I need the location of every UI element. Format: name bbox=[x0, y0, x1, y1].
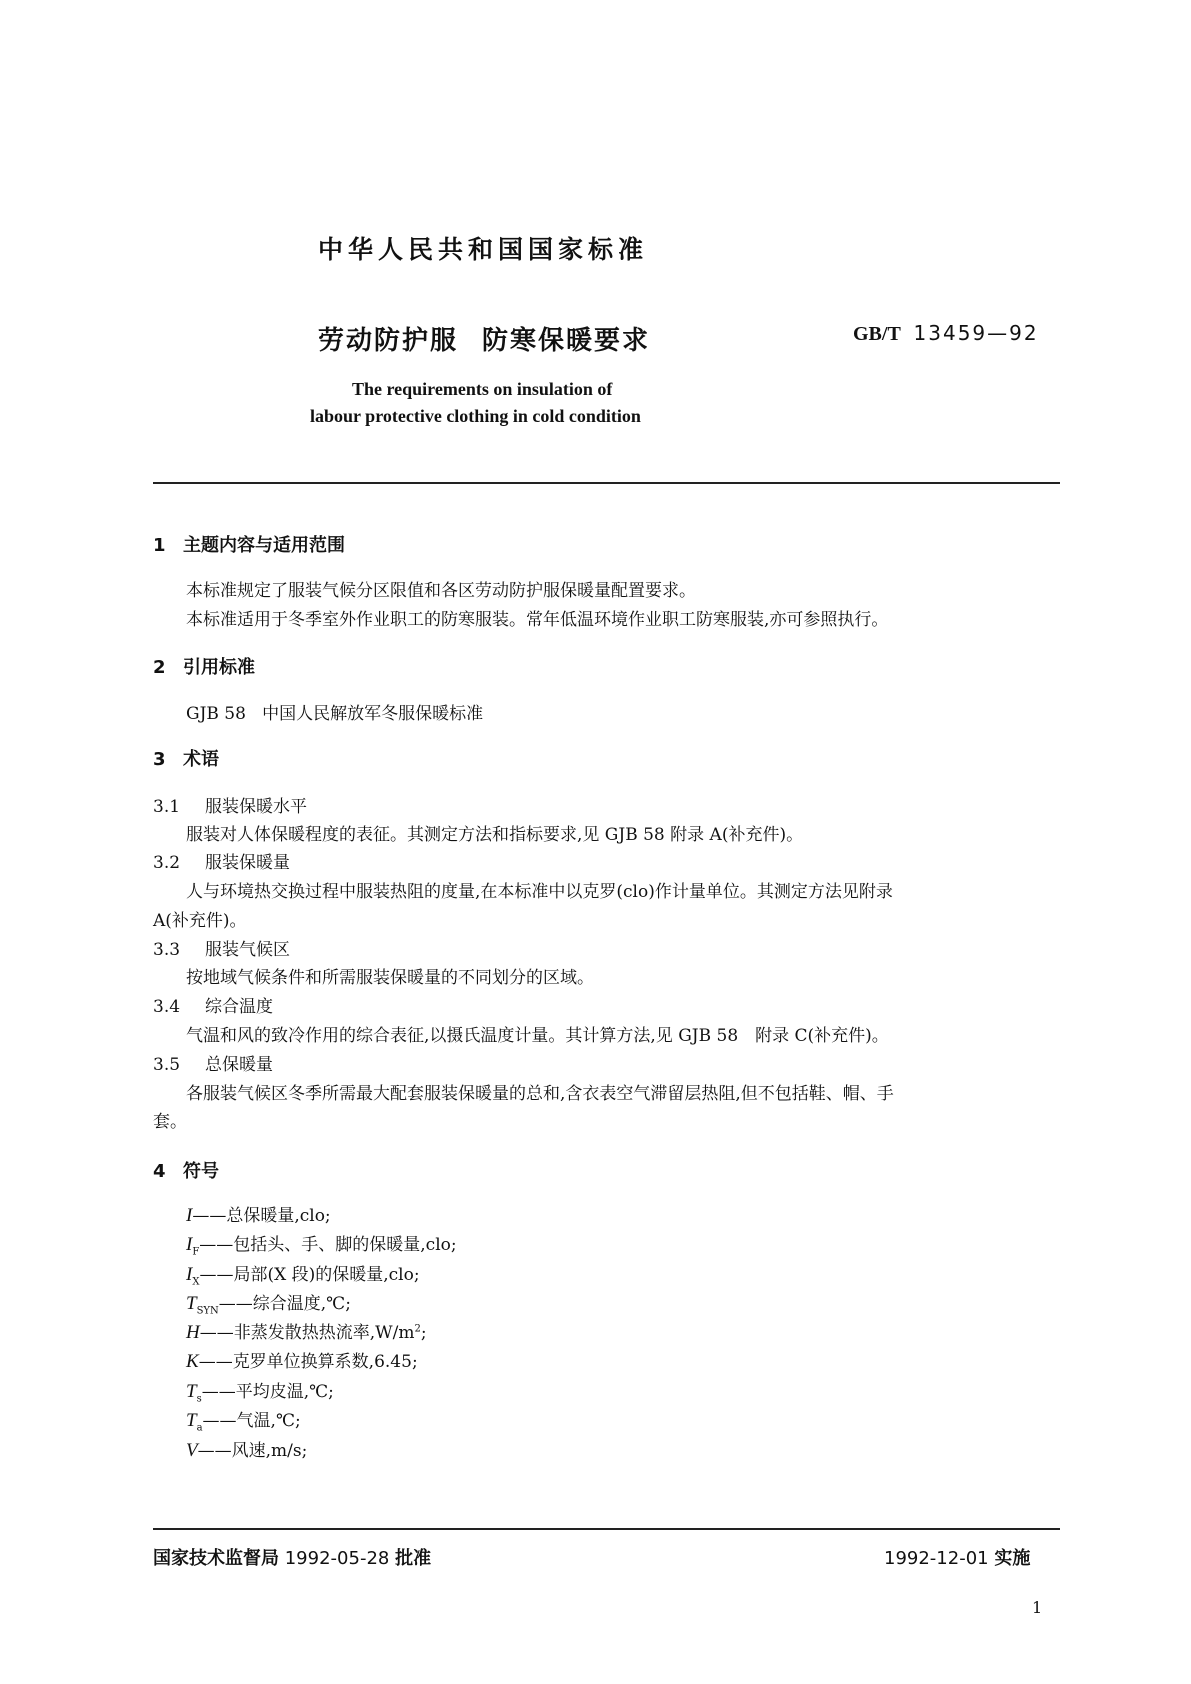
approve-label: 批准 bbox=[395, 1548, 432, 1569]
footer-divider bbox=[153, 1528, 1060, 1530]
symbol-Ta: $T_a——$气温,℃; bbox=[186, 1410, 301, 1434]
term-3-2-definition: 人与环境热交换过程中服装热阻的度量,在本标准中以克罗(clo)作计量单位。其测定方法见附录 bbox=[186, 882, 893, 902]
section-1-para-1: 本标准规定了服装气候分区限值和各区劳动防护服保暖量配置要求。 bbox=[186, 581, 696, 601]
term-3-1-definition: 服装对人体保暖程度的表征。其测定方法和指标要求,见 GJB 58 附录 A(补充件)。 bbox=[186, 825, 804, 845]
issuer: 国家技术监督局 bbox=[153, 1548, 279, 1569]
standard-code-prefix: GB/T bbox=[853, 323, 901, 345]
symbol-IX: $I_X——$局部(X 段)的保暖量,clo; bbox=[186, 1264, 420, 1288]
term-3-5-definition: 各服装气候区冬季所需最大配套服装保暖量的总和,含衣表空气滞留层热阻,但不包括鞋、帽、手 bbox=[186, 1084, 894, 1104]
page-number: 1 bbox=[1032, 1598, 1043, 1617]
standard-code bbox=[853, 321, 1039, 346]
section-1-heading: 1 主题内容与适用范围 bbox=[153, 535, 345, 556]
approval-info bbox=[153, 1544, 431, 1570]
term-3-2: 3.2 服装保暖量 bbox=[153, 853, 290, 873]
term-3-4: 3.4 综合温度 bbox=[153, 997, 273, 1017]
term-3-1: 3.1 服装保暖水平 bbox=[153, 797, 307, 817]
reference-title: 中国人民解放军冬服保暖标准 bbox=[262, 704, 484, 724]
symbol-K: K——克罗单位换算系数,6.45; bbox=[186, 1351, 418, 1372]
title-cn-part2: 防寒保暖要求 bbox=[482, 326, 651, 356]
standard-code-number: 13459—92 bbox=[913, 321, 1039, 345]
symbol-I: I——总保暖量,clo; bbox=[186, 1205, 331, 1226]
document-title-cn bbox=[318, 320, 650, 357]
document-title-en-line1: The requirements on insulation of bbox=[352, 379, 613, 399]
effective-date: 1992-12-01 bbox=[884, 1548, 989, 1569]
document-title-en-line2: labour protective clothing in cold condition bbox=[310, 406, 641, 426]
section-2-heading: 2 引用标准 bbox=[153, 657, 255, 678]
term-3-2-definition-cont: A(补充件)。 bbox=[153, 911, 247, 931]
reference-code: GJB 58 bbox=[186, 704, 246, 724]
section-3-heading: 3 术语 bbox=[153, 749, 219, 770]
section-4-heading: 4 符号 bbox=[153, 1161, 219, 1182]
symbol-V: V——风速,m/s; bbox=[186, 1440, 308, 1461]
symbol-Ts: $T_s——$平均皮温,℃; bbox=[186, 1381, 334, 1405]
term-3-3: 3.3 服装气候区 bbox=[153, 940, 290, 960]
approve-date: 1992-05-28 bbox=[284, 1548, 390, 1569]
term-3-4-definition: 气温和风的致冷作用的综合表征,以摄氏温度计量。其计算方法,见 GJB 58 附录 C(补充件)。 bbox=[186, 1026, 889, 1046]
header-divider bbox=[153, 482, 1060, 484]
national-standard-heading: 中华人民共和国国家标准 bbox=[318, 235, 649, 264]
title-cn-part1: 劳动防护服 bbox=[318, 326, 459, 356]
term-3-3-definition: 按地域气候条件和所需服装保暖量的不同划分的区域。 bbox=[186, 968, 594, 988]
effective-info bbox=[884, 1544, 1030, 1570]
section-1-para-2: 本标准适用于冬季室外作业职工的防寒服装。常年低温环境作业职工防寒服装,亦可参照执行。 bbox=[186, 610, 889, 630]
term-3-5: 3.5 总保暖量 bbox=[153, 1055, 273, 1075]
symbol-IF: $I_F——$包括头、手、脚的保暖量,clo; bbox=[186, 1234, 457, 1258]
term-3-5-definition-cont: 套。 bbox=[153, 1112, 187, 1132]
effective-label: 实施 bbox=[994, 1548, 1031, 1569]
symbol-TSYN: $T_{SYN}——$综合温度,℃; bbox=[186, 1293, 351, 1317]
reference-standard bbox=[186, 699, 483, 724]
symbol-H: H——非蒸发散热热流率$,W/m^2$; bbox=[186, 1322, 427, 1343]
